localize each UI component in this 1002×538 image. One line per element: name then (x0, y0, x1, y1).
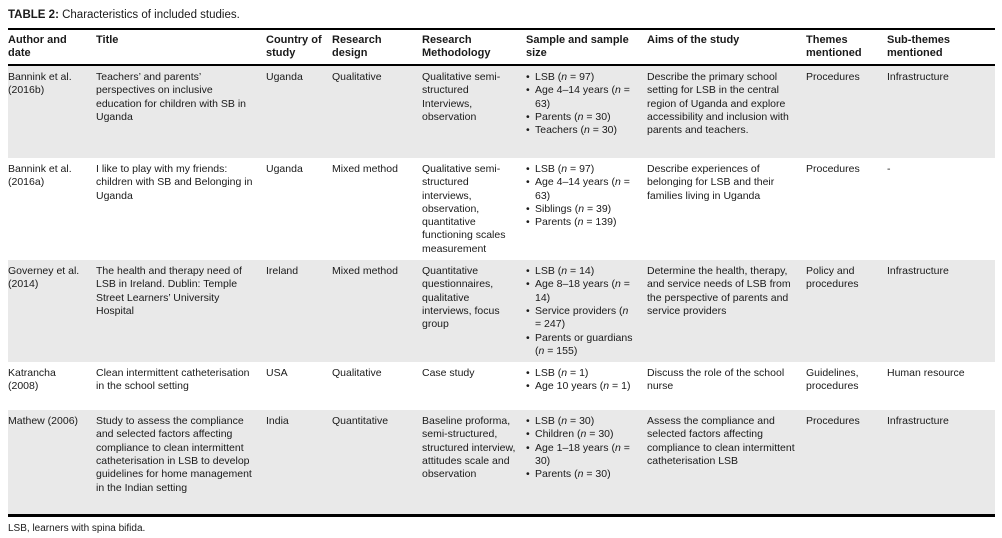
column-header-aims: Aims of the study (647, 29, 806, 65)
themes-cell: Policy and procedures (806, 265, 859, 291)
sample-cell (526, 158, 647, 260)
table-row (8, 260, 995, 362)
country-cell: USA (266, 367, 288, 380)
table-row (8, 158, 995, 260)
sample-item: • Age 4–14 years (n = 63) (526, 84, 637, 111)
themes-cell: Procedures (806, 415, 860, 428)
sample-item: • Parents (n = 30) (526, 468, 637, 481)
sample-item: • LSB (n = 1) (526, 367, 637, 380)
sample-item: • Teachers (n = 30) (526, 124, 637, 137)
column-header-subthemes: Sub-themes mentioned (887, 29, 995, 65)
sample-item: • LSB (n = 97) (526, 71, 637, 84)
aims-cell: Describe the primary school setting for LSB in the central region of Uganda and explore accessibility and inclusion with parents and teachers. (647, 71, 789, 137)
table-caption-label: TABLE 2: (8, 9, 59, 21)
column-header-author: Author and date (8, 29, 96, 65)
sample-item: • Age 8–18 years (n = 14) (526, 278, 637, 305)
design-cell: Mixed method (332, 265, 398, 278)
sample-list (526, 415, 637, 481)
sample-item: • LSB (n = 14) (526, 265, 637, 278)
sample-item: • Children (n = 30) (526, 428, 637, 441)
table-row (8, 65, 995, 158)
sample-list (526, 367, 637, 394)
title-cell: Study to assess the compliance and selected factors affecting compliance to clean intermittent catheterisation in LSB to develop guidelines for home management in the Indian setting (96, 415, 252, 494)
table-row (8, 410, 995, 515)
sample-item: • Parents (n = 30) (526, 111, 637, 124)
title-cell: The health and therapy need of LSB in Ireland. Dublin: Temple Street Learners’ University Hospital (96, 265, 242, 317)
aims-cell: Assess the compliance and selected factors affecting compliance to clean intermittent catheterisation LSB (647, 415, 795, 468)
column-header-country: Country of study (266, 29, 332, 65)
sample-item: • Siblings (n = 39) (526, 203, 637, 216)
studies-table (8, 28, 995, 517)
column-header-methodology: Research Methodology (422, 29, 526, 65)
subthemes-cell: Infrastructure (887, 265, 949, 278)
author-cell: Mathew (2006) (8, 415, 79, 428)
methodology-cell: Qualitative semi-structured Interviews, observation (422, 71, 501, 123)
themes-cell: Procedures (806, 163, 860, 175)
column-header-design: Research design (332, 29, 422, 65)
methodology-cell: Baseline proforma, semi-structured, structured interview, attitudes scale and observation (422, 415, 516, 481)
country-cell: Uganda (266, 163, 303, 175)
methodology-cell: Case study (422, 367, 475, 380)
sample-item: • Age 10 years (n = 1) (526, 380, 637, 393)
title-cell: Teachers’ and parents’ perspectives on inclusive education for children with SB in Uganda (96, 71, 246, 123)
sample-item: • LSB (n = 30) (526, 415, 637, 428)
sample-item: • Parents (n = 139) (526, 216, 637, 229)
header-row (8, 29, 995, 65)
author-cell: Bannink et al. (2016b) (8, 71, 72, 97)
sample-item: • Age 4–14 years (n = 63) (526, 176, 637, 203)
design-cell: Quantitative (332, 415, 389, 428)
subthemes-cell: Infrastructure (887, 415, 949, 428)
methodology-cell: Qualitative semi-structured interviews, observation, quantitative functioning scales measurement (422, 163, 506, 255)
column-header-title: Title (96, 29, 266, 65)
table-footnote: LSB, learners with spina bifida. (8, 522, 146, 534)
design-cell: Qualitative (332, 367, 382, 380)
sample-item: • LSB (n = 97) (526, 163, 637, 176)
column-header-themes: Themes mentioned (806, 29, 887, 65)
author-cell: Katrancha (2008) (8, 367, 56, 393)
table-caption (8, 6, 995, 28)
table-row (8, 362, 995, 410)
design-cell: Mixed method (332, 163, 398, 175)
sample-list (526, 265, 637, 358)
author-cell: Bannink et al. (2016a) (8, 163, 72, 189)
subthemes-cell: Infrastructure (887, 71, 949, 83)
country-cell: Uganda (266, 71, 303, 83)
aims-cell: Describe experiences of belonging for LSB and their families living in Uganda (647, 163, 775, 202)
country-cell: India (266, 415, 289, 428)
sample-item: • Service providers (n = 247) (526, 305, 637, 332)
methodology-cell: Quantitative questionnaires, qualitative interviews, focus group (422, 265, 500, 331)
subthemes-cell: Human resource (887, 367, 965, 380)
themes-cell: Procedures (806, 71, 860, 83)
sample-cell (526, 260, 647, 362)
title-cell: I like to play with my friends: children with SB and Belonging in Uganda (96, 163, 253, 202)
aims-cell: Discuss the role of the school nurse (647, 367, 785, 393)
sample-item: • Age 1–18 years (n = 30) (526, 442, 637, 469)
author-cell: Governey et al. (2014) (8, 265, 80, 291)
sample-item: • Parents or guardians (n = 155) (526, 332, 637, 359)
themes-cell: Guidelines, procedures (806, 367, 859, 393)
title-cell: Clean intermittent catheterisation in the school setting (96, 367, 250, 393)
column-header-sample: Sample and sample size (526, 29, 647, 65)
design-cell: Qualitative (332, 71, 382, 83)
sample-list (526, 71, 637, 137)
table-caption-text: Characteristics of included studies. (62, 9, 240, 21)
country-cell: Ireland (266, 265, 299, 278)
aims-cell: Determine the health, therapy, and service needs of LSB from the perspective of parents and service providers (647, 265, 791, 317)
sample-cell (526, 65, 647, 158)
subthemes-cell: - (887, 163, 891, 175)
sample-cell (526, 362, 647, 410)
sample-list (526, 163, 637, 229)
sample-cell (526, 410, 647, 515)
